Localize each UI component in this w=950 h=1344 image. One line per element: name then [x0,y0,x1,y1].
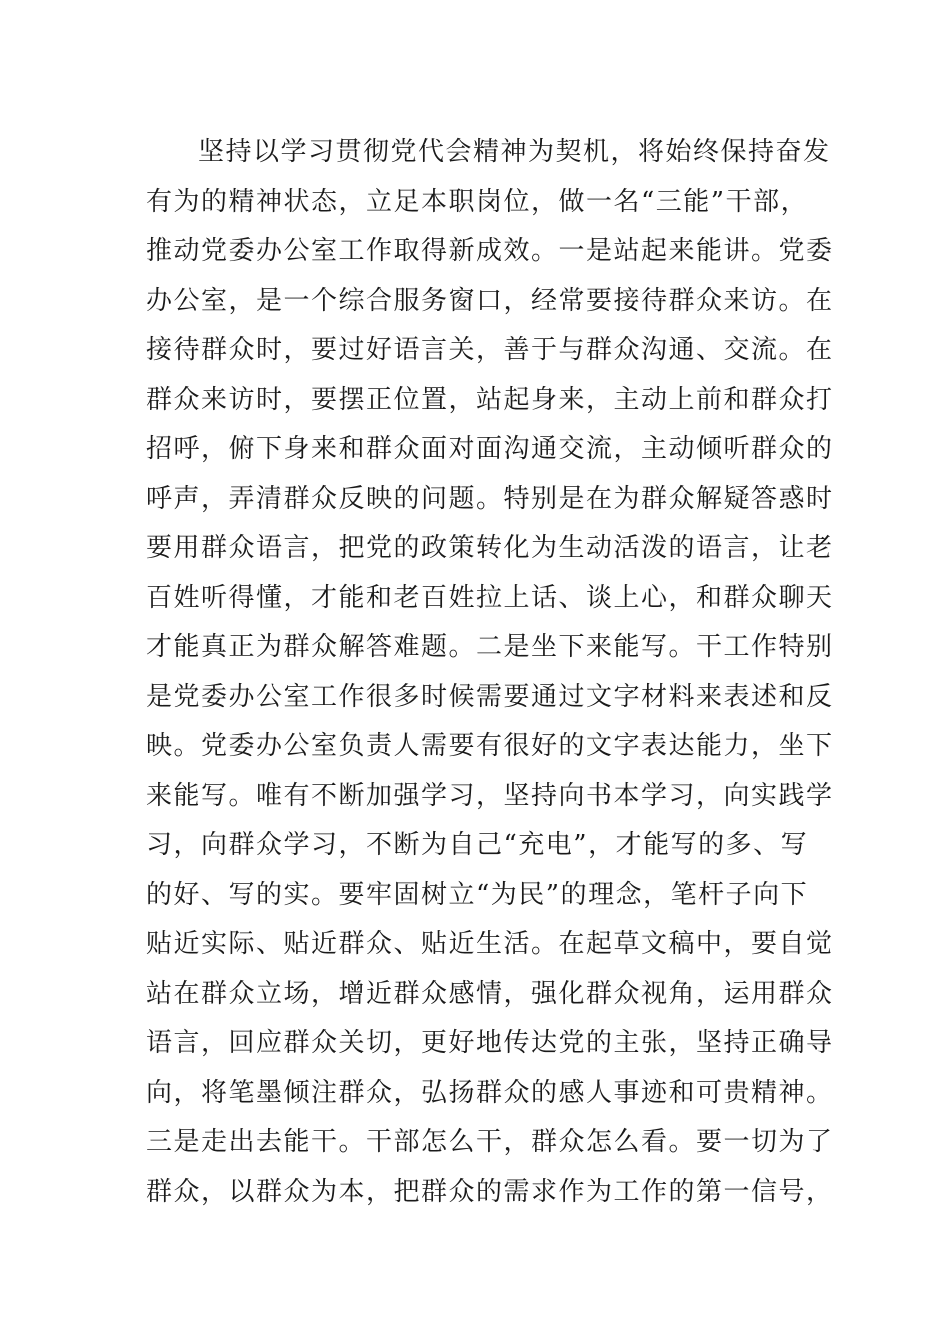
paragraph-line: 映。党委办公室负责人需要有很好的文字表达能力，坐下 [146,731,834,761]
paragraph-line: 坚持以学习贯彻党代会精神为契机，将始终保持奋发 [198,137,831,167]
paragraph-line: 群众，以群众为本，把群众的需求作为工作的第一信号， [146,1176,834,1207]
paragraph-line: 招呼，俯下身来和群众面对面沟通交流，主动倾听群众的 [146,434,834,464]
paragraph-line: 百姓听得懂，才能和老百姓拉上话、谈上心，和群众聊天 [146,582,834,613]
paragraph-line: 来能写。唯有不断加强学习，坚持向书本学习，向实践学 [146,780,834,811]
paragraph-line: 是党委办公室工作很多时候需要通过文字材料来表述和反 [146,681,834,712]
paragraph-line: 要用群众语言，把党的政策转化为生动活泼的语言，让老 [146,533,834,563]
paragraph-line: 语言，回应群众关切，更好地传达党的主张，坚持正确导 [146,1028,834,1058]
paragraph-line: 推动党委办公室工作取得新成效。一是站起来能讲。党委 [146,236,834,266]
paragraph-line: 办公室，是一个综合服务窗口，经常要接待群众来访。在 [146,285,834,316]
paragraph-line: 三是走出去能干。干部怎么干，群众怎么看。要一切为了 [146,1127,834,1157]
body-paragraph [146,128,834,1217]
paragraph-line: 群众来访时，要摆正位置，站起身来，主动上前和群众打 [146,384,834,415]
paragraph-line: 有为的精神状态，立足本职岗位，做一名“三能”干部， [146,186,809,217]
paragraph-line: 才能真正为群众解答难题。二是坐下来能写。干工作特别 [146,632,834,662]
paragraph-line: 的好、写的实。要牢固树立“为民”的理念，笔杆子向下 [146,879,809,910]
paragraph-line: 接待群众时，要过好语言关，善于与群众沟通、交流。在 [146,335,834,365]
paragraph-line: 向，将笔墨倾注群众，弘扬群众的感人事迹和可贵精神。 [146,1077,834,1108]
paragraph-line: 习，向群众学习，不断为自己“充电”，才能写的多、写 [146,830,809,860]
paragraph-line: 呼声，弄清群众反映的问题。特别是在为群众解疑答惑时 [146,483,834,514]
paragraph-line: 站在群众立场，增近群众感情，强化群众视角，运用群众 [146,978,834,1009]
paragraph-line: 贴近实际、贴近群众、贴近生活。在起草文稿中，要自觉 [146,929,834,959]
